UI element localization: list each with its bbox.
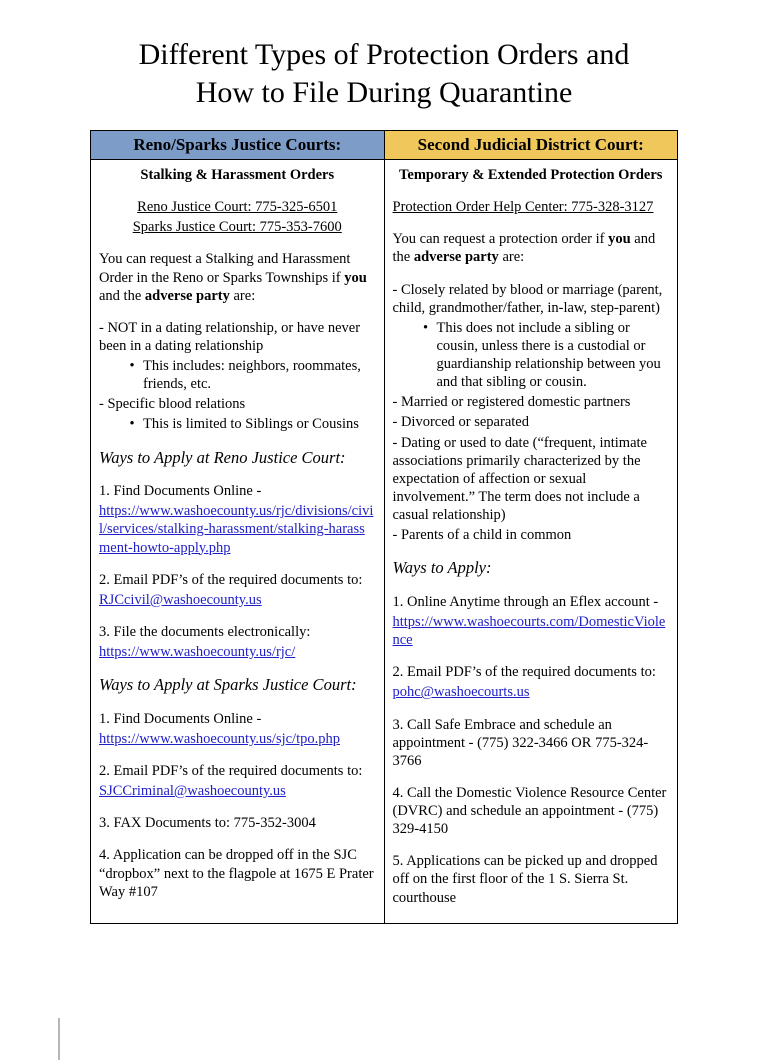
blank-line [99, 238, 376, 250]
document-title-line-1: Different Types of Protection Orders and [138, 38, 630, 71]
blank-line [393, 772, 670, 784]
blank-line [99, 611, 376, 623]
link-paragraph [99, 502, 376, 556]
blank-line [99, 750, 376, 762]
paragraph [393, 230, 670, 266]
paragraph: 5. Applications can be picked up and dropped off on the first floor of the 1 S. Sierra St. courthouse [392, 853, 658, 906]
paragraph: 1. Find Documents Online - [99, 710, 262, 727]
text-segment: and the [392, 231, 656, 266]
left-header-cell: Reno/Sparks Justice Courts: [91, 131, 385, 160]
text-segment: You can request a protection order if [392, 231, 609, 248]
paragraph [99, 250, 376, 304]
left-column-body [91, 160, 385, 924]
bullet-text: This includes: neighbors, roommates, friends, etc. [143, 358, 361, 393]
paragraph: 4. Application can be dropped off in the SJC “dropbox” next to the flagpole at 1675 E Prater Way #107 [99, 847, 374, 900]
paragraph: 4. Call the Domestic Violence Resource Center (DVRC) and schedule an appointment - (775) 329-4150 [392, 784, 667, 838]
paragraph: - Closely related by blood or marriage (parent, child, grandmother/father, in-law, step-parent) [392, 281, 663, 316]
protection-orders-table [90, 130, 678, 924]
link-paragraph [99, 643, 376, 661]
paragraph: - Dating or used to date (“frequent, intimate associations primarily characterized by the expectation of affection or sexual involvement.” The term does not include a casual relationship) [392, 434, 647, 523]
right-column-body [384, 160, 678, 924]
paragraph: 3. Call Safe Embrace and schedule an appointment - (775) 322-3466 OR 775-324-3766 [392, 716, 649, 769]
blank-line [393, 218, 670, 230]
blank-line [393, 546, 670, 558]
column-subtitle: Stalking & Harassment Orders [140, 167, 335, 183]
section-heading: Ways to Apply at Reno Justice Court: [99, 447, 346, 467]
link-paragraph [99, 782, 376, 800]
paragraph: 1. Online Anytime through an Eflex account - [392, 593, 659, 610]
text-segment: are: [498, 249, 525, 266]
blank-line [99, 307, 376, 319]
page-edge-line [58, 1018, 60, 1060]
link-paragraph [393, 683, 670, 701]
paragraph: 2. Email PDF’s of the required documents to: [392, 664, 656, 681]
link-paragraph [393, 613, 670, 649]
paragraph: 3. File the documents electronically: [99, 623, 311, 640]
table-header-row [91, 131, 678, 160]
column-subtitle: Temporary & Extended Protection Orders [399, 167, 663, 183]
blank-line [99, 186, 376, 198]
paragraph: 2. Email PDF’s of the required documents to: [99, 571, 363, 588]
bullet-item [393, 319, 670, 392]
paragraph: 2. Email PDF’s of the required documents to: [99, 763, 363, 779]
bullet-text: This is limited to Siblings or Cousins [143, 416, 359, 433]
bullet-item [99, 415, 376, 433]
paragraph: 1. Find Documents Online - [99, 483, 262, 500]
bullet-icon: • [422, 319, 429, 336]
blank-line [393, 581, 670, 593]
section-heading: Ways to Apply: [392, 558, 492, 578]
bullet-item [99, 357, 376, 393]
hyperlink[interactable]: SJCCriminal@washoecounty.us [99, 783, 286, 800]
emphasized-text: adverse party [144, 287, 230, 304]
blank-line [99, 559, 376, 571]
bullet-text: This does not include a sibling or cousin, unless there is a custodial or guardianship relationship between you and that sibling or cousin. [436, 319, 661, 391]
blank-line [393, 704, 670, 716]
hyperlink[interactable]: https://www.washoecounty.us/sjc/tpo.php [99, 730, 340, 747]
emphasized-text: you [608, 231, 631, 248]
emphasized-text: adverse party [413, 249, 499, 266]
bullet-icon: • [129, 416, 135, 433]
phone-line: Sparks Justice Court: 775-353-7600 [132, 219, 342, 236]
blank-line [99, 663, 376, 675]
link-paragraph [99, 591, 376, 609]
text-segment: You can request a Stalking and Harassment Order in the Reno or Sparks Townships if [99, 251, 351, 286]
paragraph: - NOT in a dating relationship, or have never been in a dating relationship [99, 319, 361, 354]
document-title [40, 36, 728, 112]
text-segment: are: [229, 287, 256, 304]
blank-line [99, 470, 376, 482]
table-body-row [91, 160, 678, 924]
phone-line: Reno Justice Court: 775-325-6501 [137, 199, 338, 216]
blank-line [99, 802, 376, 814]
section-heading: Ways to Apply at Sparks Justice Court: [99, 675, 357, 695]
hyperlink[interactable]: RJCcivil@washoecounty.us [99, 591, 262, 608]
hyperlink[interactable]: https://www.washoecounty.us/rjc/ [99, 644, 296, 660]
document-title-line-2: How to File During Quarantine [195, 76, 573, 109]
phone-line: Protection Order Help Center: 775-328-3127 [392, 199, 654, 216]
blank-line [99, 698, 376, 710]
blank-line [393, 269, 670, 281]
paragraph: - Parents of a child in common [392, 527, 572, 544]
link-paragraph [99, 730, 376, 748]
bullet-icon: • [129, 358, 135, 374]
paragraph: 3. FAX Documents to: 775-352-3004 [99, 815, 316, 832]
hyperlink[interactable]: pohc@washoecourts.us [392, 684, 530, 701]
hyperlink[interactable]: https://www.washoecounty.us/rjc/divisions/civil/services/stalking-harassment/stalking-harassment-howto-apply.php [99, 503, 374, 556]
blank-line [99, 834, 376, 846]
paragraph: - Divorced or separated [392, 414, 529, 431]
right-header-cell: Second Judicial District Court: [384, 131, 678, 160]
blank-line [393, 840, 670, 852]
paragraph: - Married or registered domestic partners [392, 394, 631, 411]
emphasized-text: you [344, 269, 367, 286]
blank-line [99, 436, 376, 448]
hyperlink[interactable]: https://www.washoecourts.com/DomesticViolence [392, 614, 666, 649]
paragraph: - Specific blood relations [99, 396, 246, 413]
blank-line [393, 186, 670, 198]
text-segment: and the [99, 287, 145, 304]
blank-line [393, 651, 670, 663]
